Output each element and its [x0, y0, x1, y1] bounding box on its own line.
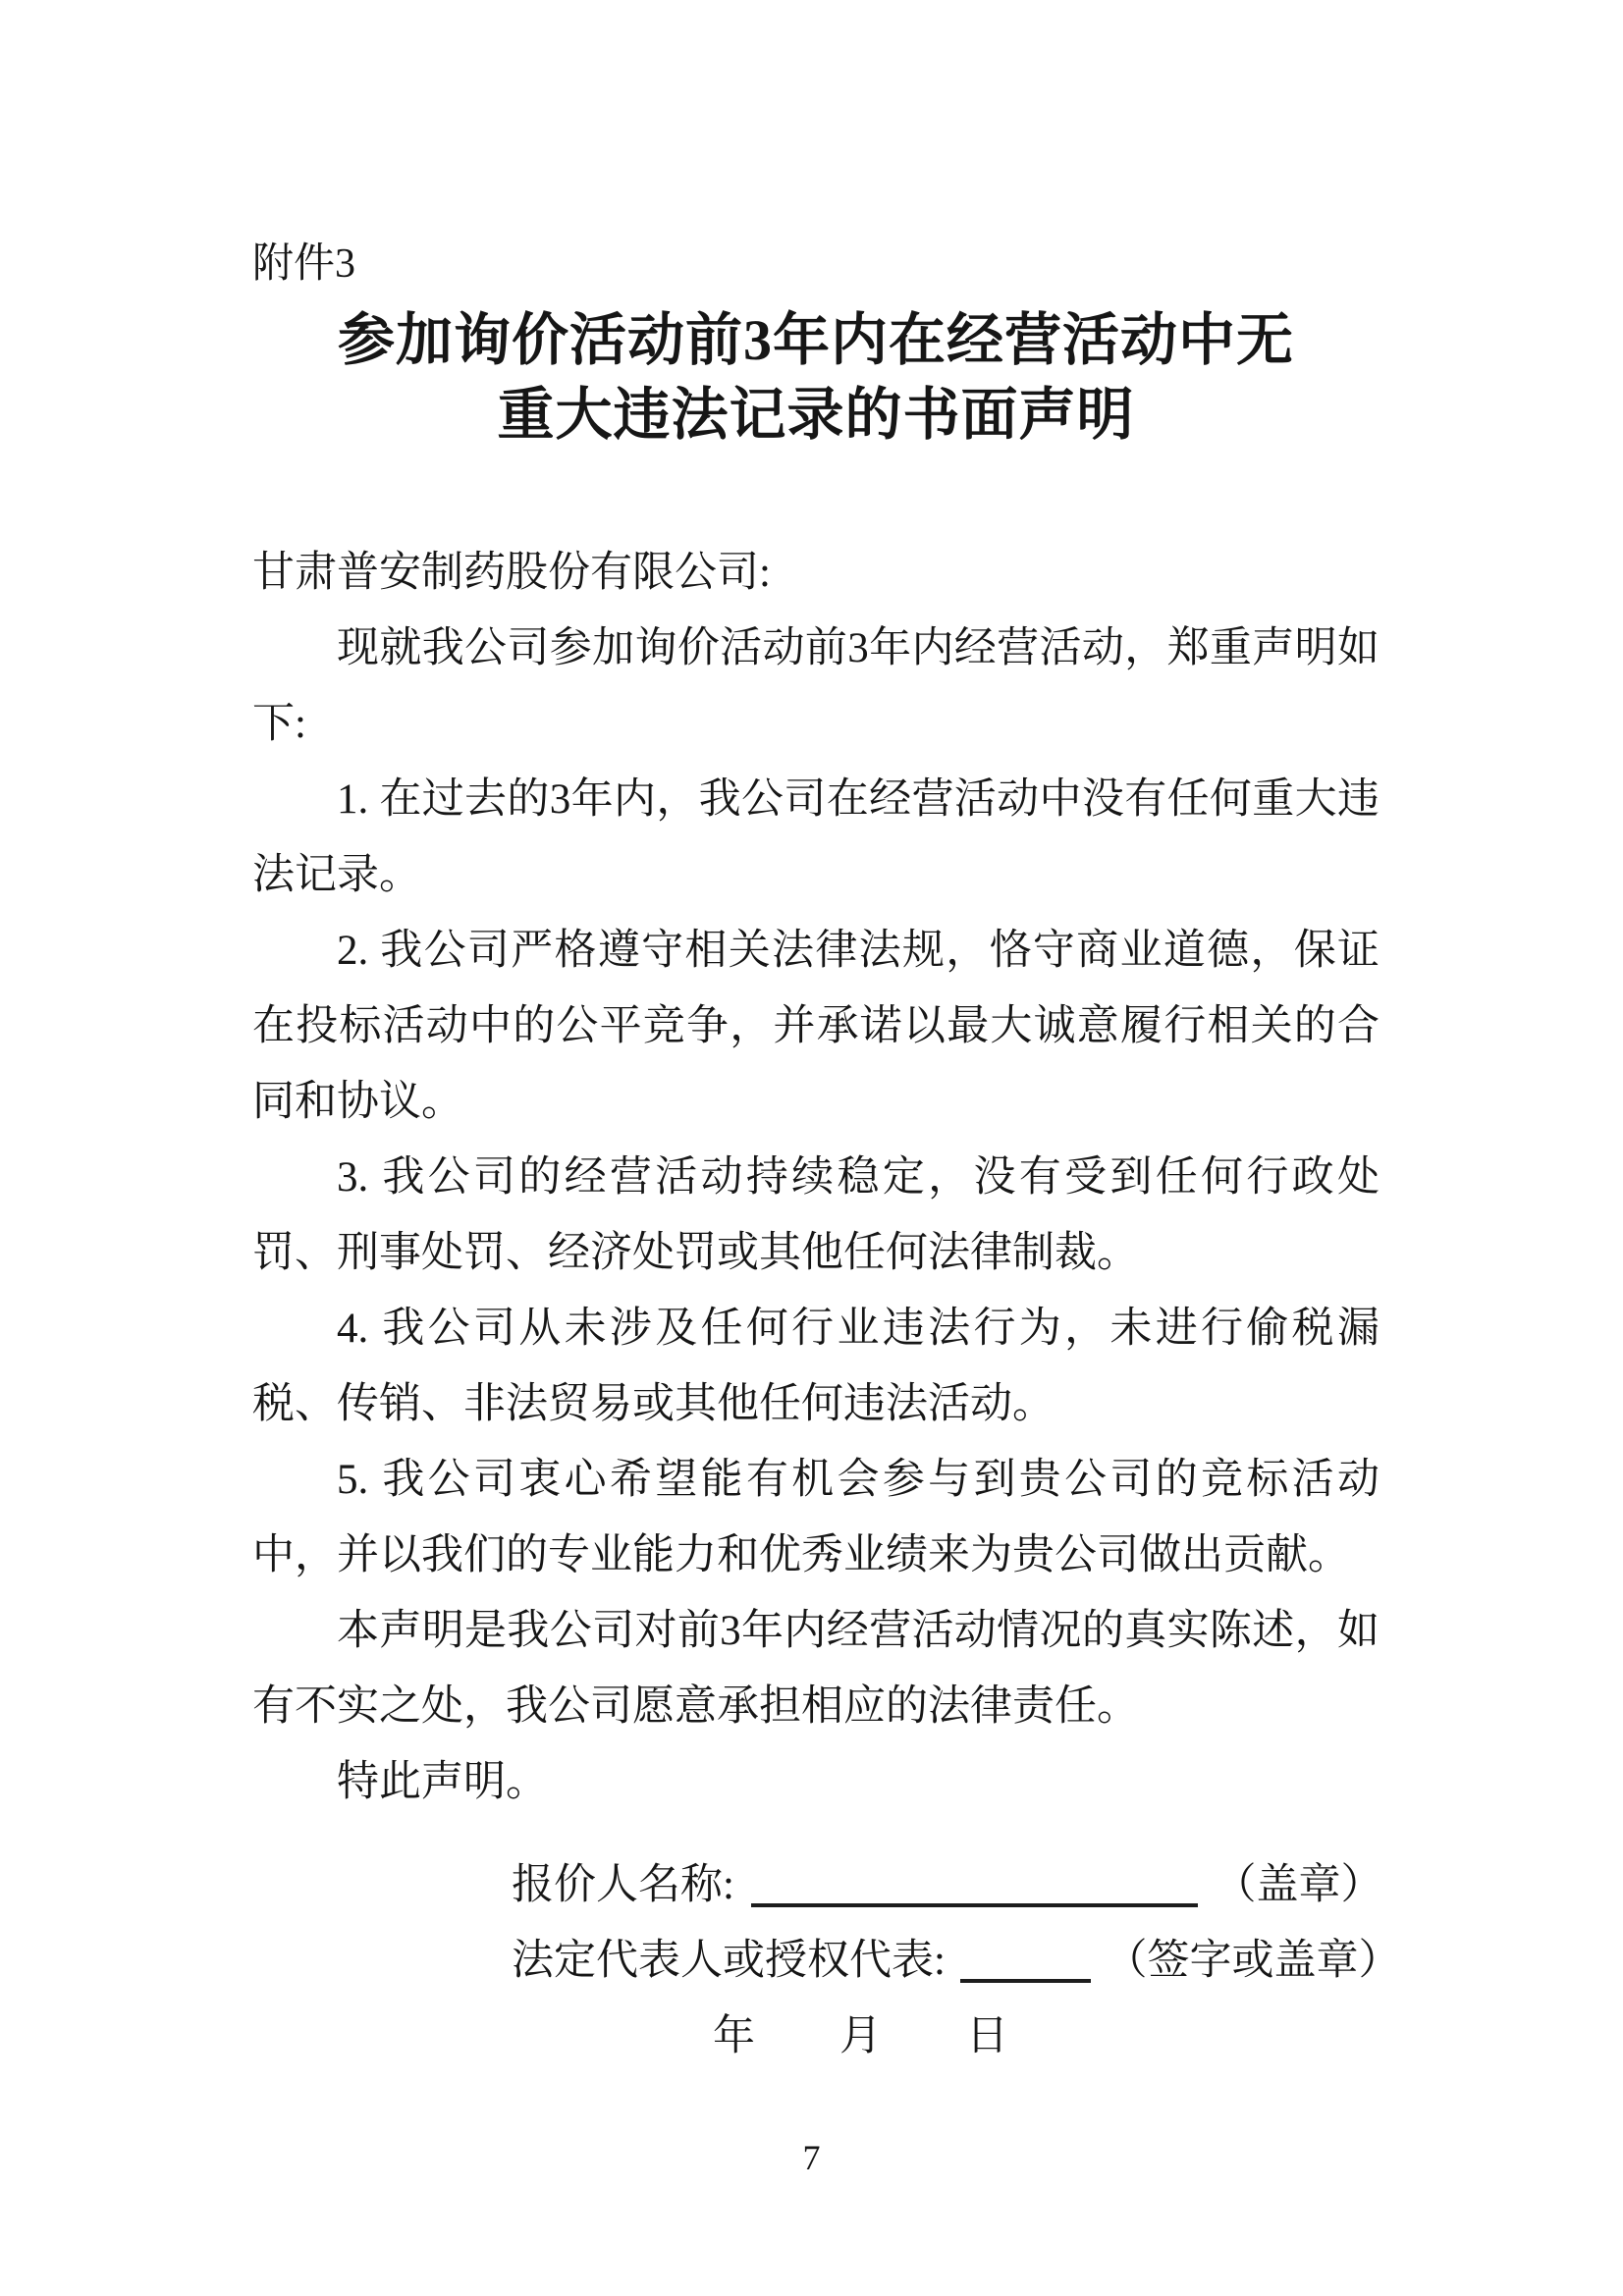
paragraph: 现就我公司参加询价活动前3年内经营活动，郑重声明如下:: [252, 625, 1380, 747]
paragraph: 4. 我公司从未涉及任何行业违法行为，未进行偷税漏税、传销、非法贸易或其他任何违法活动。: [252, 1306, 1380, 1427]
attachment-label: 附件3: [252, 241, 356, 287]
page-number: 7: [802, 2138, 821, 2177]
paragraph: 1. 在过去的3年内，我公司在经营活动中没有任何重大违法记录。: [252, 776, 1380, 898]
paragraph: 本声明是我公司对前3年内经营活动情况的真实陈述，如有不实之处，我公司愿意承担相应的法律责任。: [252, 1608, 1380, 1730]
signature-block: [252, 1847, 1401, 2074]
representative-line: [512, 1923, 1401, 1999]
paragraph-list: [252, 611, 1380, 1820]
paragraph: 2. 我公司严格遵守相关法律法规，恪守商业道德，保证在投标活动中的公平竞争，并承诺以最大诚意履行相关的合同和协议。: [252, 928, 1380, 1125]
representative-seal-note: （签字或盖章）: [1105, 1938, 1401, 1984]
document-title-line-1: 参加询价活动前3年内在经营活动中无: [337, 308, 1294, 372]
representative-blank: [960, 1941, 1091, 1983]
bidder-name-label: 报价人名称:: [512, 1862, 734, 1908]
paragraph: 5. 我公司衷心希望能有机会参与到贵公司的竞标活动中，并以我们的专业能力和优秀业绩来为贵公司做出贡献。: [252, 1457, 1380, 1578]
bidder-name-line: [512, 1847, 1383, 1923]
bidder-seal-note: （盖章）: [1214, 1862, 1383, 1908]
salutation: 甘肃普安制药股份有限公司:: [252, 550, 771, 596]
paragraph: 特此声明。: [337, 1759, 548, 1805]
paragraph: 3. 我公司的经营活动持续稳定，没有受到任何行政处罚、刑事处罚、经济处罚或其他任何法律制裁。: [252, 1154, 1380, 1276]
date-line: 年 月 日: [713, 2013, 1008, 2059]
representative-label: 法定代表人或授权代表:: [512, 1938, 946, 1984]
document-title-line-2: 重大违法记录的书面声明: [497, 383, 1135, 447]
document-title: [252, 303, 1380, 453]
document-body: [252, 535, 1380, 1820]
bidder-name-blank: [751, 1865, 1198, 1907]
